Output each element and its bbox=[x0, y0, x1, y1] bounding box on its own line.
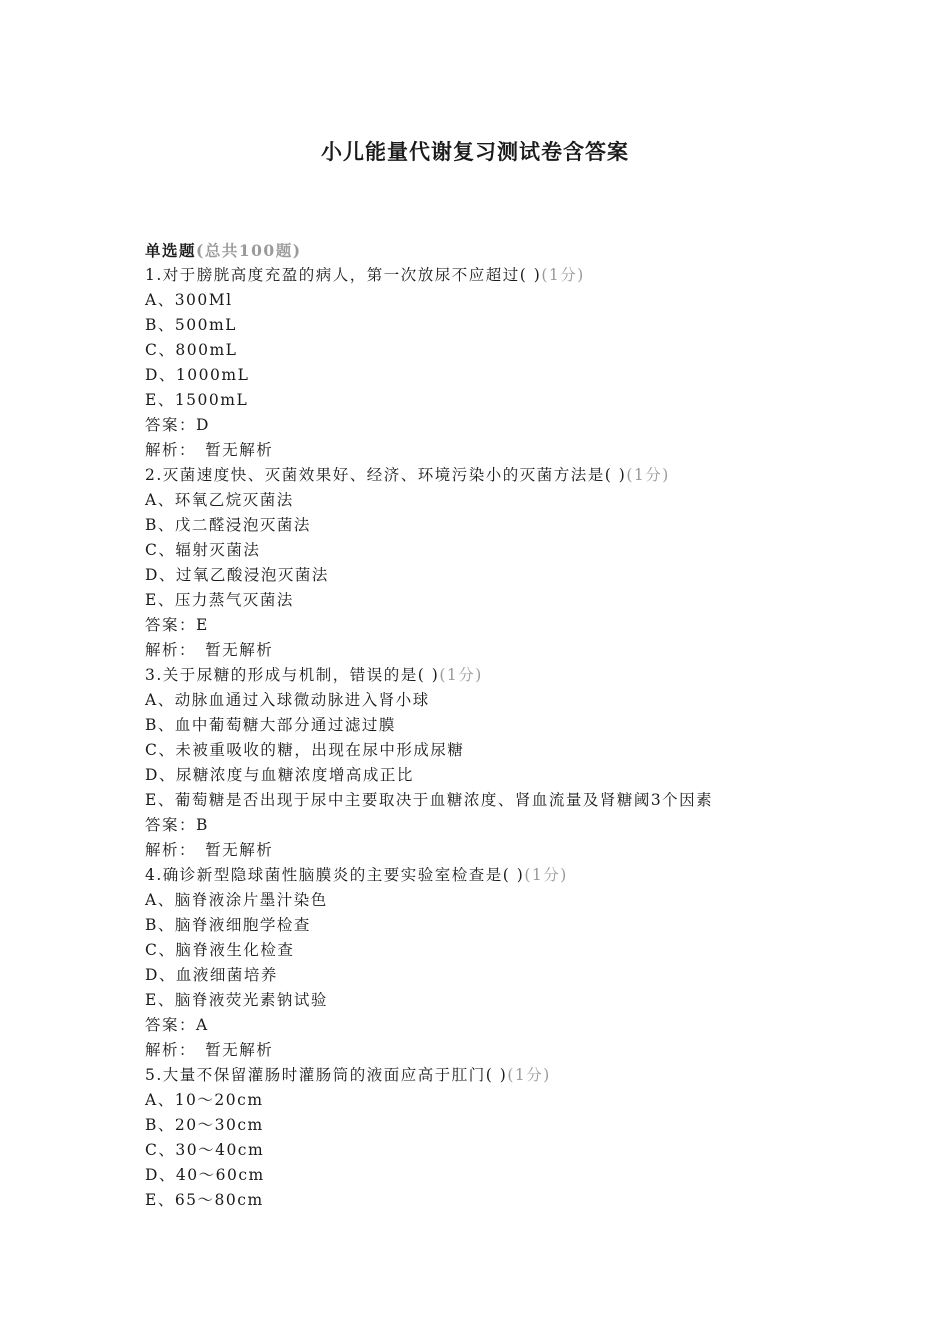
question-text: 3.关于尿糖的形成与机制，错误的是( ) bbox=[145, 666, 440, 684]
option-b: B、血中葡萄糖大部分通过滤过膜 bbox=[145, 716, 396, 734]
option-e: E、1500mL bbox=[145, 391, 249, 409]
option-d: D、尿糖浓度与血糖浓度增高成正比 bbox=[145, 766, 414, 784]
section-label: 单选题 bbox=[145, 241, 197, 260]
option-b: B、20～30cm bbox=[145, 1116, 264, 1134]
analysis: 解析： 暂无解析 bbox=[145, 441, 274, 459]
question-text: 4.确诊新型隐球菌性脑膜炎的主要实验室检查是( ) bbox=[145, 866, 525, 884]
option-e: E、65～80cm bbox=[145, 1191, 264, 1209]
answer: 答案：A bbox=[145, 1016, 209, 1034]
question-list bbox=[145, 238, 845, 1213]
page-title: 小儿能量代谢复习测试卷含答案 bbox=[321, 139, 629, 164]
answer: 答案：D bbox=[145, 416, 210, 434]
option-c: C、30～40cm bbox=[145, 1141, 265, 1159]
question-score: (1分) bbox=[524, 866, 568, 884]
option-d: D、血液细菌培养 bbox=[145, 966, 278, 984]
option-d: D、过氧乙酸浸泡灭菌法 bbox=[145, 566, 329, 584]
question-stem bbox=[145, 663, 845, 688]
section-heading bbox=[145, 238, 845, 263]
option-b: B、脑脊液细胞学检查 bbox=[145, 916, 311, 934]
option-a: A、300Ml bbox=[145, 291, 233, 309]
question-score: (1分) bbox=[507, 1066, 551, 1084]
section-note: (总共100题) bbox=[196, 241, 302, 260]
analysis: 解析： 暂无解析 bbox=[145, 841, 274, 859]
question-stem bbox=[145, 463, 845, 488]
option-c: C、脑脊液生化检查 bbox=[145, 941, 295, 959]
question-text: 1.对于膀胱高度充盈的病人，第一次放尿不应超过( ) bbox=[145, 266, 542, 284]
question-text: 2.灭菌速度快、灭菌效果好、经济、环境污染小的灭菌方法是( ) bbox=[145, 466, 627, 484]
option-a: A、环氧乙烷灭菌法 bbox=[145, 491, 294, 509]
option-d: D、1000mL bbox=[145, 366, 250, 384]
question-score: (1分) bbox=[439, 666, 483, 684]
answer: 答案：E bbox=[145, 616, 209, 634]
option-e: E、葡萄糖是否出现于尿中主要取决于血糖浓度、肾血流量及肾糖阈3个因素 bbox=[145, 791, 714, 809]
analysis: 解析： 暂无解析 bbox=[145, 641, 274, 659]
question-score: (1分) bbox=[541, 266, 585, 284]
question-stem bbox=[145, 263, 845, 288]
question-stem bbox=[145, 1063, 845, 1088]
option-c: C、辐射灭菌法 bbox=[145, 541, 261, 559]
option-b: B、戊二醛浸泡灭菌法 bbox=[145, 516, 311, 534]
option-e: E、压力蒸气灭菌法 bbox=[145, 591, 294, 609]
option-b: B、500mL bbox=[145, 316, 237, 334]
question-text: 5.大量不保留灌肠时灌肠筒的液面应高于肛门( ) bbox=[145, 1066, 508, 1084]
option-e: E、脑脊液荧光素钠试验 bbox=[145, 991, 328, 1009]
option-a: A、脑脊液涂片墨汁染色 bbox=[145, 891, 328, 909]
answer: 答案：B bbox=[145, 816, 209, 834]
question-stem bbox=[145, 863, 845, 888]
option-c: C、未被重吸收的糖，出现在尿中形成尿糖 bbox=[145, 741, 465, 759]
analysis: 解析： 暂无解析 bbox=[145, 1041, 274, 1059]
question-score: (1分) bbox=[626, 466, 670, 484]
option-a: A、10～20cm bbox=[145, 1091, 264, 1109]
option-c: C、800mL bbox=[145, 341, 238, 359]
option-a: A、动脉血通过入球微动脉进入肾小球 bbox=[145, 691, 430, 709]
option-d: D、40～60cm bbox=[145, 1166, 265, 1184]
